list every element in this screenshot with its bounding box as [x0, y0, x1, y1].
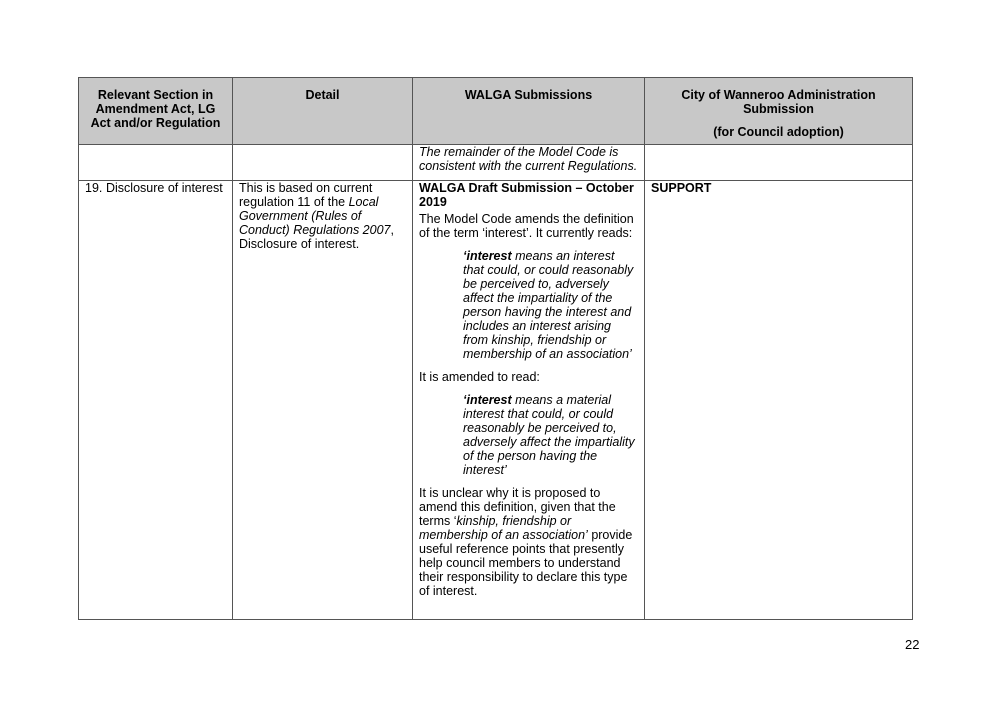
header-city-subtitle: (for Council adoption) — [713, 125, 844, 139]
header-walga: WALGA Submissions — [413, 78, 645, 145]
header-city — [645, 78, 913, 145]
header-city-title: City of Wanneroo Administration Submission — [681, 88, 876, 116]
section-title: Disclosure of interest — [106, 181, 223, 195]
header-row — [79, 78, 913, 145]
cell-walga — [413, 181, 645, 620]
cell-section — [79, 181, 233, 620]
table-row — [79, 181, 913, 620]
header-section: Relevant Section in Amendment Act, LG Act and/or Regulation — [79, 78, 233, 145]
cell-section — [79, 145, 233, 181]
definition-quote-current: ‘interest means an interest that could, or could reasonably be perceived to, adversely affect the impartiality of the person having the interest and includes an interest arising from kinship, friendship or membership of an association’ — [463, 249, 634, 361]
table-row — [79, 145, 913, 181]
cell-walga — [413, 145, 645, 181]
walga-paragraph: The Model Code amends the definition of the term ‘interest’. It currently reads: — [419, 212, 634, 240]
detail-text: This is based on current regulation 11 of the Local Government (Rules of Conduct) Regulations 2007, Disclosure of interest. — [239, 181, 394, 251]
walga-paragraph: It is unclear why it is proposed to amend this definition, given that the terms ‘kinship, friendship or membership of an association’ provide useful reference points that presently help council members to understand their responsibility to declare this type of interest. — [419, 486, 633, 598]
section-number: 19. — [85, 181, 103, 195]
header-detail: Detail — [233, 78, 413, 145]
walga-continuation-text: The remainder of the Model Code is consistent with the current Regulations. — [419, 145, 638, 173]
city-response: SUPPORT — [651, 181, 712, 195]
definition-quote-amended: ‘interest means a material interest that could, or could reasonably be perceived to, adversely affect the impartiality of the person having the interest’ — [463, 393, 635, 477]
submission-table — [78, 77, 913, 620]
cell-city — [645, 181, 913, 620]
cell-detail — [233, 181, 413, 620]
cell-city — [645, 145, 913, 181]
page-number: 22 — [905, 637, 920, 652]
cell-detail — [233, 145, 413, 181]
walga-heading: WALGA Draft Submission – October 2019 — [419, 181, 634, 209]
walga-paragraph: It is amended to read: — [419, 370, 540, 384]
